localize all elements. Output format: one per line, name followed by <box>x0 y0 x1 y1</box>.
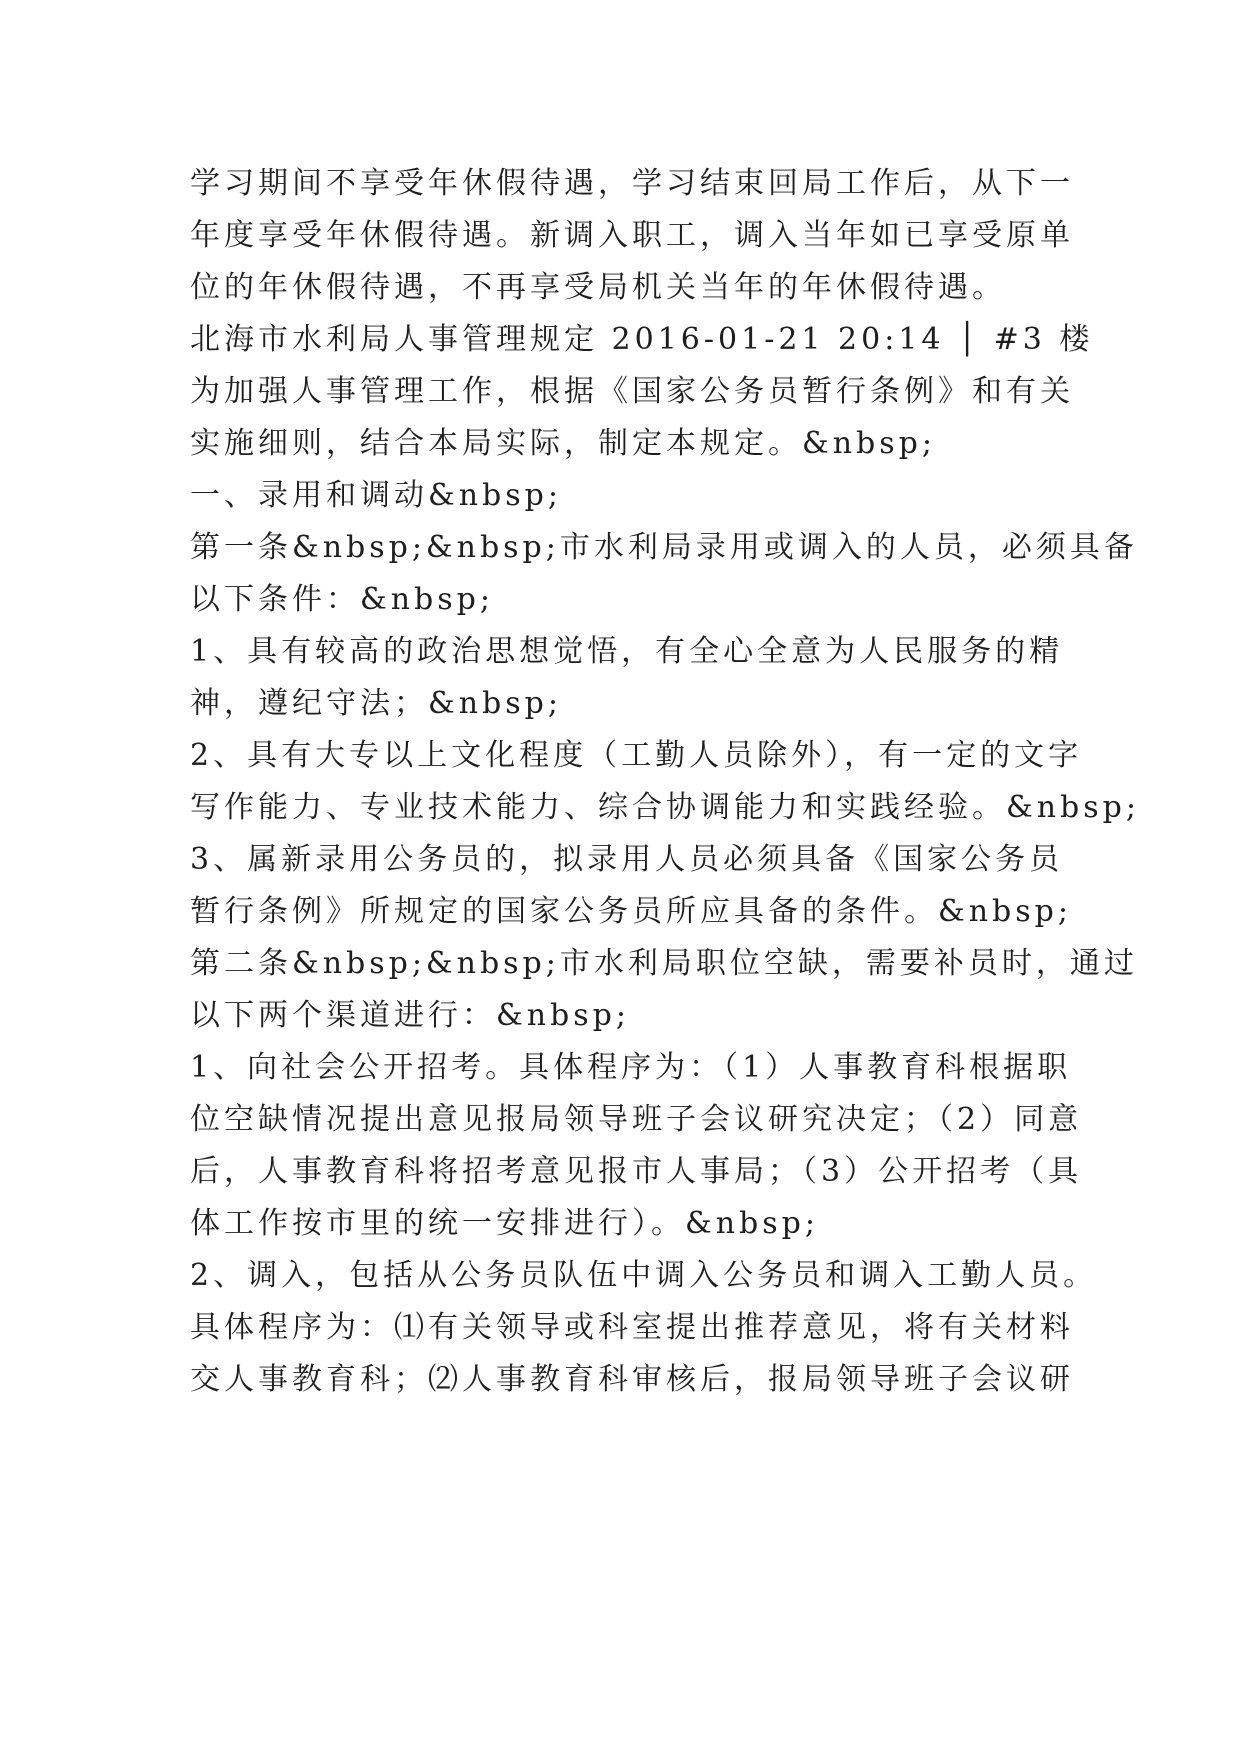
text-line: 暂行条例》所规定的国家公务员所应具备的条件。&nbsp; <box>190 894 1072 929</box>
section-heading: 一、录用和调动&nbsp; <box>190 478 562 513</box>
text-line: 具体程序为：⑴有关领导或科室提出推荐意见，将有关材料 <box>190 1310 1074 1345</box>
text-line: 体工作按市里的统一安排进行）。&nbsp; <box>190 1206 819 1241</box>
text-line: 交人事教育科；⑵人事教育科审核后，报局领导班子会议研 <box>190 1362 1074 1397</box>
text-line: 第一条&nbsp;&nbsp;市水利局录用或调入的人员，必须具备 <box>190 530 1138 565</box>
text-line: 1、具有较高的政治思想觉悟，有全心全意为人民服务的精 <box>190 634 1064 669</box>
text-line: 神，遵纪守法；&nbsp; <box>190 686 562 721</box>
text-line: 为加强人事管理工作，根据《国家公务员暂行条例》和有关 <box>190 374 1074 409</box>
post-header-line: 北海市水利局人事管理规定 2016-01-21 20:14 │ #3 楼 <box>190 322 1094 357</box>
text-line: 学习期间不享受年休假待遇，学习结束回局工作后，从下一 <box>190 166 1074 201</box>
text-line: 后，人事教育科将招考意见报市人事局；（3）公开招考（具 <box>190 1154 1083 1189</box>
text-line: 以下条件：&nbsp; <box>190 582 494 617</box>
text-line: 位空缺情况提出意见报局领导班子会议研究决定；（2）同意 <box>190 1102 1083 1137</box>
text-line: 3、属新录用公务员的，拟录用人员必须具备《国家公务员 <box>190 842 1064 877</box>
text-line: 位的年休假待遇，不再享受局机关当年的年休假待遇。 <box>190 270 1006 305</box>
text-line: 以下两个渠道进行：&nbsp; <box>190 998 630 1033</box>
text-line: 写作能力、专业技术能力、综合协调能力和实践经验。&nbsp; <box>190 790 1140 825</box>
text-line: 2、具有大专以上文化程度（工勤人员除外），有一定的文字 <box>190 738 1083 773</box>
text-line: 第二条&nbsp;&nbsp;市水利局职位空缺，需要补员时，通过 <box>190 946 1138 981</box>
text-line: 2、调入，包括从公务员队伍中调入公务员和调入工勤人员。 <box>190 1258 1098 1293</box>
text-line: 实施细则，结合本局实际，制定本规定。&nbsp; <box>190 426 936 461</box>
text-line: 1、向社会公开招考。具体程序为：（1）人事教育科根据职 <box>190 1050 1072 1085</box>
text-line: 年度享受年休假待遇。新调入职工，调入当年如已享受原单 <box>190 218 1074 253</box>
document-body <box>190 158 1140 1406</box>
